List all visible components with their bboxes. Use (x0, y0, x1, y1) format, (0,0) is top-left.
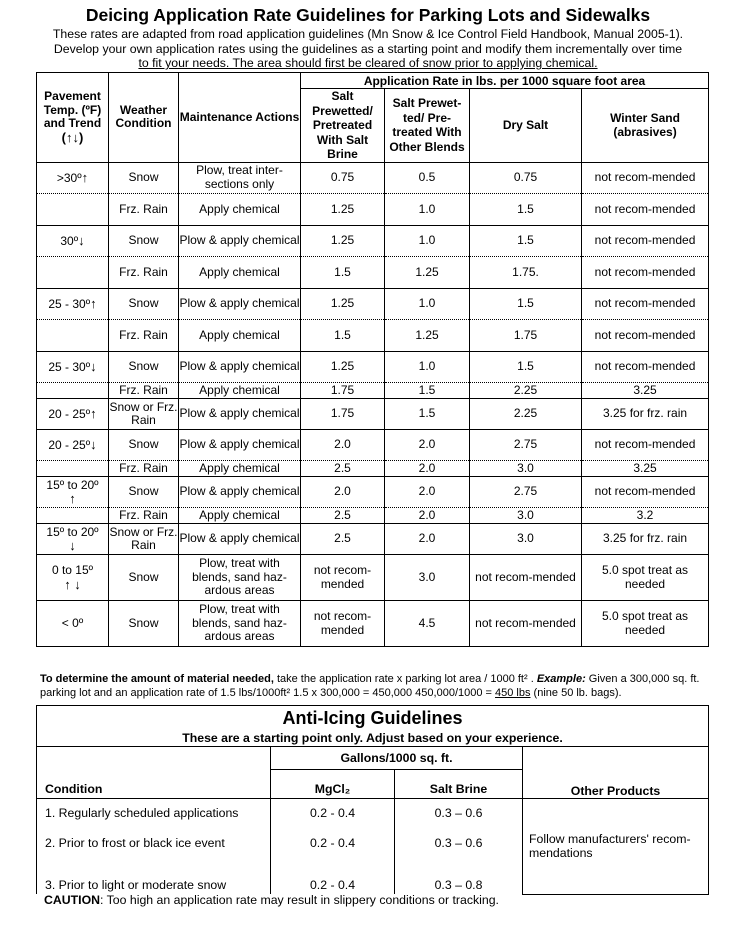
rate-row-temp-value: 15º to 20º (46, 477, 99, 492)
rate-row-temp (37, 194, 109, 226)
rate-row (37, 508, 709, 524)
rate-row-weather: Snow (109, 351, 179, 383)
rate-row-blends: 1.0 (385, 351, 470, 383)
rate-row-dry: not recom-mended (470, 555, 582, 601)
rate-row-temp (37, 477, 109, 508)
rate-row-brine: 2.5 (301, 524, 385, 555)
rate-row-sand: not recom-mended (582, 477, 709, 508)
rate-row-brine: 1.25 (301, 351, 385, 383)
rate-row-sand: not recom-mended (582, 162, 709, 194)
header-gallons: Gallons/1000 sq. ft. (271, 747, 523, 770)
rate-row-sand: 3.25 for frz. rain (582, 524, 709, 555)
trend-up-icon: ↑ (69, 491, 76, 506)
rate-row-brine: not recom-mended (301, 601, 385, 647)
rate-row-action: Apply chemical (179, 508, 301, 524)
rate-row-temp (37, 162, 109, 194)
rate-row-action: Plow & apply chemical (179, 524, 301, 555)
rate-row-temp (37, 399, 109, 430)
rate-row-weather: Frz. Rain (109, 383, 179, 399)
rate-row-weather: Frz. Rain (109, 257, 179, 289)
anti-row-1-mgcl2: 0.2 - 0.4 (271, 799, 395, 828)
rate-row-sand: 5.0 spot treat as needed (582, 601, 709, 647)
rate-row-sand: 3.2 (582, 508, 709, 524)
caution-text: : Too high an application rate may result in slippery conditions or tracking. (100, 893, 499, 907)
rate-row-temp-value: 20 - 25º (48, 437, 91, 452)
rate-row-sand: 3.25 (582, 383, 709, 399)
rate-row-dry: 3.0 (470, 508, 582, 524)
rate-row (37, 555, 709, 601)
trend-down-icon: ↓ (78, 232, 85, 248)
rate-row-temp (37, 225, 109, 257)
rate-row-action: Apply chemical (179, 194, 301, 226)
rate-row-dry: 3.0 (470, 461, 582, 477)
rate-row (37, 162, 709, 194)
rate-row-action: Plow & apply chemical (179, 477, 301, 508)
anti-row-1-condition: 1. Regularly scheduled applications (37, 799, 271, 828)
rate-row-brine: 1.5 (301, 320, 385, 352)
rate-row-blends: 1.0 (385, 288, 470, 320)
rate-row-action: Plow, treat inter-sections only (179, 162, 301, 194)
header-salt-brine: Salt Prewetted/ Pretreated With Salt Brine (301, 89, 385, 163)
rate-row (37, 257, 709, 289)
rate-row-brine: not recom-mended (301, 555, 385, 601)
rate-row-action: Apply chemical (179, 461, 301, 477)
rate-row (37, 601, 709, 647)
rate-row-action: Plow & apply chemical (179, 288, 301, 320)
note-example-tail: (nine 50 lb. bags). (530, 687, 622, 699)
header-winter-sand: Winter Sand (abrasives) (582, 89, 709, 163)
anti-row-1-brine: 0.3 – 0.6 (395, 799, 523, 828)
intro-line-1: These rates are adapted from road application guidelines (Mn Snow & Ice Control Field Handbook, Manual 2005-1). (52, 27, 684, 41)
rate-row-sand: not recom-mended (582, 194, 709, 226)
rate-row-temp (37, 508, 109, 524)
header-mgcl2: MgCl₂ (271, 770, 395, 799)
calculation-note (40, 672, 706, 700)
rate-row-sand: not recom-mended (582, 257, 709, 289)
rate-row (37, 288, 709, 320)
rate-row (37, 461, 709, 477)
rate-row-dry: 2.25 (470, 383, 582, 399)
rate-row-brine: 2.0 (301, 477, 385, 508)
rate-row-action: Apply chemical (179, 383, 301, 399)
page-title: Deicing Application Rate Guidelines for Parking Lots and Sidewalks (85, 5, 651, 25)
rate-row-dry: 1.5 (470, 194, 582, 226)
trend-up-icon: ↑ (81, 169, 89, 185)
rate-row-temp (37, 351, 109, 383)
rate-row-temp-value: 25 - 30º (48, 296, 91, 311)
rate-row-action: Plow & apply chemical (179, 430, 301, 461)
rate-row-temp (37, 430, 109, 461)
header-application-rate: Application Rate in lbs. per 1000 square foot area (301, 73, 709, 89)
header-maintenance: Maintenance Actions (179, 73, 301, 163)
header-pavement-arrows: (↑↓) (61, 129, 84, 145)
rate-row-blends: 2.0 (385, 461, 470, 477)
rate-row-sand: not recom-mended (582, 351, 709, 383)
rate-row-action: Apply chemical (179, 320, 301, 352)
note-example-text: Given a 300,000 sq. ft. parking lot and an application rate of 1.5 lbs/1000ft² 1.5 x 300,000 = 450,000 450,000/1000 = (40, 673, 700, 699)
rate-row-dry: 2.75 (470, 430, 582, 461)
rate-row-blends: 1.25 (385, 257, 470, 289)
rate-row-dry: 2.25 (470, 399, 582, 430)
rate-row-sand: not recom-mended (582, 430, 709, 461)
trend-both-icon: ↑ ↓ (64, 576, 81, 592)
rate-row-blends: 2.0 (385, 430, 470, 461)
intro-line-2: Develop your own application rates using the guidelines as a starting point and modify them incrementally over time (53, 41, 683, 56)
caution-label: CAUTION (44, 893, 101, 907)
header-pavement: Pavement Temp. (ºF) and Trend (↑↓) (37, 73, 109, 163)
rate-row (37, 351, 709, 383)
anti-icing-subtitle: These are a starting point only. Adjust based on your experience. (37, 730, 709, 747)
rate-row-blends: 1.5 (385, 383, 470, 399)
rate-row-blends: 2.0 (385, 477, 470, 508)
rate-row-action: Plow, treat with blends, sand haz-ardous areas (179, 601, 301, 647)
header-weather: Weather Condition (109, 73, 179, 163)
rate-row-temp (37, 288, 109, 320)
rate-row-temp-value: >30º (56, 170, 82, 185)
rate-row-action: Plow, treat with blends, sand haz-ardous areas (179, 555, 301, 601)
rate-row-blends: 1.5 (385, 399, 470, 430)
rate-row (37, 430, 709, 461)
header-condition: Condition (37, 747, 271, 799)
application-rate-table (36, 72, 709, 647)
rate-row-brine: 1.25 (301, 225, 385, 257)
note-lead: To determine the amount of material needed, (40, 673, 274, 685)
rate-row-weather: Frz. Rain (109, 320, 179, 352)
rate-row-blends: 2.0 (385, 524, 470, 555)
rate-row-temp-value: 0 to 15º (51, 563, 94, 577)
rate-row-blends: 1.0 (385, 225, 470, 257)
trend-up-icon: ↑ (90, 405, 97, 421)
trend-up-icon: ↑ (90, 295, 97, 311)
rate-row-temp-value: < 0º (61, 615, 84, 630)
rate-row-weather: Snow or Frz. Rain (109, 399, 179, 430)
anti-row-3-mgcl2: 0.2 - 0.4 (271, 859, 395, 894)
rate-row-sand: 5.0 spot treat as needed (582, 555, 709, 601)
rate-row-blends: 2.0 (385, 508, 470, 524)
rate-row-temp-value: 30º (60, 233, 79, 248)
rate-row-temp-value: 20 - 25º (48, 406, 91, 421)
rate-row-temp (37, 461, 109, 477)
rate-row-weather: Snow (109, 601, 179, 647)
rate-row-action: Plow & apply chemical (179, 351, 301, 383)
rate-row-temp (37, 555, 109, 601)
rate-row-sand: not recom-mended (582, 288, 709, 320)
anti-row-2-mgcl2: 0.2 - 0.4 (271, 827, 395, 859)
rate-row (37, 320, 709, 352)
trend-down-icon: ↓ (90, 358, 97, 374)
anti-row-2-condition: 2. Prior to frost or black ice event (37, 827, 271, 859)
rate-row-dry: 1.75 (470, 320, 582, 352)
rate-row-temp (37, 524, 109, 555)
rate-row-dry: not recom-mended (470, 601, 582, 647)
rate-row-sand: 3.25 (582, 461, 709, 477)
rate-row-brine: 0.75 (301, 162, 385, 194)
rate-row-dry: 1.5 (470, 288, 582, 320)
rate-row-sand: not recom-mended (582, 320, 709, 352)
rate-row-temp (37, 601, 109, 647)
rate-row-temp (37, 320, 109, 352)
rate-row-dry: 1.5 (470, 351, 582, 383)
note-example-result: 450 lbs (495, 687, 531, 699)
rate-row-weather: Snow (109, 162, 179, 194)
rate-row-temp-value: 15º to 20º (46, 524, 99, 539)
rate-row-dry: 0.75 (470, 162, 582, 194)
rate-row-brine: 2.5 (301, 508, 385, 524)
anti-icing-title: Anti-Icing Guidelines (37, 706, 709, 731)
caution-note (44, 893, 499, 907)
note-example-label: Example: (536, 673, 586, 685)
anti-icing-table (36, 705, 709, 895)
rate-row-blends: 1.0 (385, 194, 470, 226)
rate-row (37, 194, 709, 226)
header-dry-salt: Dry Salt (470, 89, 582, 163)
note-body: take the application rate x parking lot area / 1000 ft² . (273, 673, 534, 685)
rate-row-action: Plow & apply chemical (179, 225, 301, 257)
rate-row-temp (37, 383, 109, 399)
rate-row-dry: 1.75. (470, 257, 582, 289)
rate-row-temp (37, 257, 109, 289)
rate-row-sand: not recom-mended (582, 225, 709, 257)
rate-row-dry: 3.0 (470, 524, 582, 555)
rate-row (37, 477, 709, 508)
rate-row (37, 524, 709, 555)
anti-other-products-note: Follow manufacturers' recom-mendations (523, 799, 709, 895)
rate-row-weather: Snow (109, 477, 179, 508)
rate-rows (37, 162, 709, 647)
rate-row-brine: 1.75 (301, 399, 385, 430)
rate-row-brine: 1.5 (301, 257, 385, 289)
rate-row (37, 225, 709, 257)
rate-row-dry: 1.5 (470, 225, 582, 257)
rate-row-blends: 1.25 (385, 320, 470, 352)
rate-row-weather: Frz. Rain (109, 194, 179, 226)
intro-line-3: to fit your needs. The area should first be cleared of snow prior to applying chemical. (138, 56, 598, 70)
rate-row-blends: 0.5 (385, 162, 470, 194)
header-other-blends: Salt Prewet-ted/ Pre-treated With Other Blends (385, 89, 470, 163)
header-salt-brine-gal: Salt Brine (395, 770, 523, 799)
rate-row-weather: Snow (109, 288, 179, 320)
rate-row-weather: Snow (109, 225, 179, 257)
rate-row-brine: 2.0 (301, 430, 385, 461)
rate-row-action: Plow & apply chemical (179, 399, 301, 430)
rate-row-weather: Frz. Rain (109, 461, 179, 477)
rate-row-dry: 2.75 (470, 477, 582, 508)
rate-row-weather: Snow (109, 430, 179, 461)
rate-row-action: Apply chemical (179, 257, 301, 289)
rate-row-blends: 4.5 (385, 601, 470, 647)
rate-row-brine: 1.25 (301, 194, 385, 226)
anti-row-3-brine: 0.3 – 0.8 (395, 859, 523, 894)
rate-row-brine: 1.75 (301, 383, 385, 399)
rate-row-blends: 3.0 (385, 555, 470, 601)
trend-down-icon: ↓ (90, 436, 97, 452)
rate-row (37, 383, 709, 399)
intro-text (30, 27, 706, 71)
rate-row (37, 399, 709, 430)
trend-down-icon: ↓ (69, 538, 76, 553)
anti-row-3-condition: 3. Prior to light or moderate snow (37, 859, 271, 894)
rate-row-brine: 1.25 (301, 288, 385, 320)
rate-row-brine: 2.5 (301, 461, 385, 477)
header-other-products: Other Products (523, 747, 709, 799)
rate-row-weather: Snow (109, 555, 179, 601)
anti-row-2-brine: 0.3 – 0.6 (395, 827, 523, 859)
rate-row-weather: Snow or Frz. Rain (109, 524, 179, 555)
rate-row-sand: 3.25 for frz. rain (582, 399, 709, 430)
rate-row-weather: Frz. Rain (109, 508, 179, 524)
rate-row-temp-value: 25 - 30º (48, 359, 91, 374)
